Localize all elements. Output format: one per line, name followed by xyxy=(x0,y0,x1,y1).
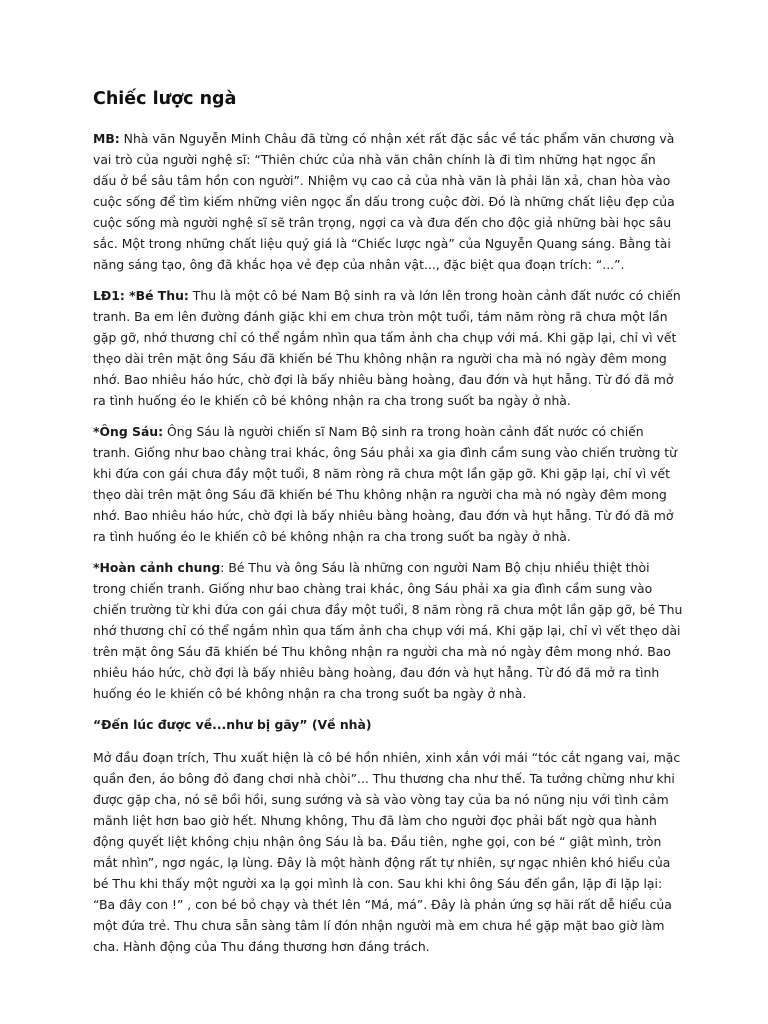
paragraph-label: *Hoàn cảnh chung xyxy=(93,560,221,575)
paragraph-hoan-canh-chung xyxy=(93,557,683,704)
paragraph-label: MB: xyxy=(93,131,120,146)
paragraph-label: *Ông Sáu: xyxy=(93,424,164,439)
paragraph-ong-sau xyxy=(93,421,683,547)
paragraph-mb xyxy=(93,128,683,275)
paragraph-label: LĐ1: *Bé Thu: xyxy=(93,288,189,303)
paragraph-text: Nhà văn Nguyễn Minh Châu đã từng có nhận xét rất đặc sắc về tác phẩm văn chương và vai trò của người nghệ sĩ: “Thiên chức của nhà văn chân chính là đi tìm những hạt ngọc ẩn dấu ở bề sâu tâm hồn con người”. Nhiệm vụ cao cả của nhà văn là phải lăn xả, chan hòa vào cuộc sống để tìm kiếm những viên ngọc ẩn dấu trong cuộc đời. Đó là những chất liệu đẹp của cuộc sống mà người nghệ sĩ sẽ trân trọng, ngợi ca và đưa đến cho độc giả những bài học sâu sắc. Một trong những chất liệu quý giá là “Chiếc lược ngà” của Nguyễn Quang sáng. Bằng tài năng sáng tạo, ông đã khắc họa vẻ đẹp của nhân vật..., đặc biệt qua đoạn trích: “...”. xyxy=(93,131,675,272)
paragraph-be-thu xyxy=(93,285,683,411)
section-heading: “Đến lúc được về...như bị gãy” (Về nhà) xyxy=(93,717,372,732)
document-title: Chiếc lược ngà xyxy=(93,89,237,109)
paragraph-analysis: Mở đầu đoạn trích, Thu xuất hiện là cô bé hồn nhiên, xinh xắn với mái “tóc cắt ngang vai, mặc quần đen, áo bông đỏ đang chơi nhà chòi”... Thu thương cha như thế. Ta tưởng chừng như khi được gặp cha, nó sẽ bồi hồi, sung sướng và sà vào vòng tay của ba nó nũng nịu với tình cảm mãnh liệt hơn bao giờ hết. Nhưng không, Thu đã làm cho người đọc phải bất ngờ qua hành động quyết liệt không chịu nhận ông Sáu là ba. Đầu tiên, nghe gọi, con bé “ giật mình, tròn mắt nhìn”, ngơ ngác, lạ lùng. Đây là một hành động rất tự nhiên, sự ngạc nhiên khó hiểu của bé Thu khi thấy một người xa lạ gọi mình là con. Sau khi khi ông Sáu đến gần, lặp đi lặp lại: “Ba đây con !” , con bé bỏ chạy và thét lên “Má, má”. Đây là phản ứng sợ hãi rất dễ hiểu của một đứa trẻ. Thu chưa sẵn sàng tâm lí đón nhận người mà em chưa hề gặp mặt bao giờ làm cha. Hành động của Thu đáng thương hơn đáng trách. xyxy=(93,750,681,954)
paragraph-text: Ông Sáu là người chiến sĩ Nam Bộ sinh ra trong hoàn cảnh đất nước có chiến tranh. Giống như bao chàng trai khác, ông Sáu phải xa gia đình cầm sung vào chiến trường từ khi đứa con gái chưa đầy một tuổi, 8 năm ròng rã chưa một lần gặp gỡ. Khi gặp lại, chỉ vì vết thẹo dài trên mặt ông Sáu đã khiến bé Thu không nhận ra người cha mà nó ngày đêm mong nhớ. Bao nhiêu háo hức, chờ đợi là bấy nhiêu bàng hoàng, đau đớn và hụt hẫng. Từ đó đã mở ra tình huống éo le khiến cô bé không nhận ra cha trong suốt ba ngày ở nhà. xyxy=(93,424,677,544)
document-body xyxy=(93,86,683,967)
paragraph-text: : Bé Thu và ông Sáu là những con người Nam Bộ chịu nhiều thiệt thòi trong chiến tranh. Giống như bao chàng trai khác, ông Sáu phải xa gia đình cầm sung vào chiến trường từ khi đứa con gái chưa đầy một tuổi, 8 năm ròng rã chưa một lần gặp gỡ, bé Thu nhớ thương chỉ có thể ngắm nhìn qua tấm ảnh cha chụp với má. Khi gặp lại, chỉ vì vết thẹo dài trên mặt ông Sáu đã khiến bé Thu không nhận ra người cha mà nó ngày đêm mong nhớ. Bao nhiêu háo hức, chờ đợi là bấy nhiêu bàng hoàng, đau đớn và hụt hẫng. Từ đó đã mở ra tình huống éo le khiến cô bé không nhận ra cha trong suốt ba ngày ở nhà. xyxy=(93,560,683,701)
paragraph-text: Thu là một cô bé Nam Bộ sinh ra và lớn lên trong hoàn cảnh đất nước có chiến tranh. Ba em lên đường đánh giặc khi em chưa tròn một tuổi, tám năm ròng rã chưa một lần gặp gỡ, nhớ thương chỉ có thể ngắm nhìn qua tấm ảnh cha chụp với má. Khi gặp lại, chỉ vì vết thẹo dài trên mặt ông Sáu đã khiến bé Thu không nhận ra người cha mà nó ngày đêm mong nhớ. Bao nhiêu háo hức, chờ đợi là bấy nhiêu bàng hoàng, đau đớn và hụt hẫng. Từ đó đã mở ra tình huống éo le khiến cô bé không nhận ra cha trong suốt ba ngày ở nhà. xyxy=(93,288,681,408)
